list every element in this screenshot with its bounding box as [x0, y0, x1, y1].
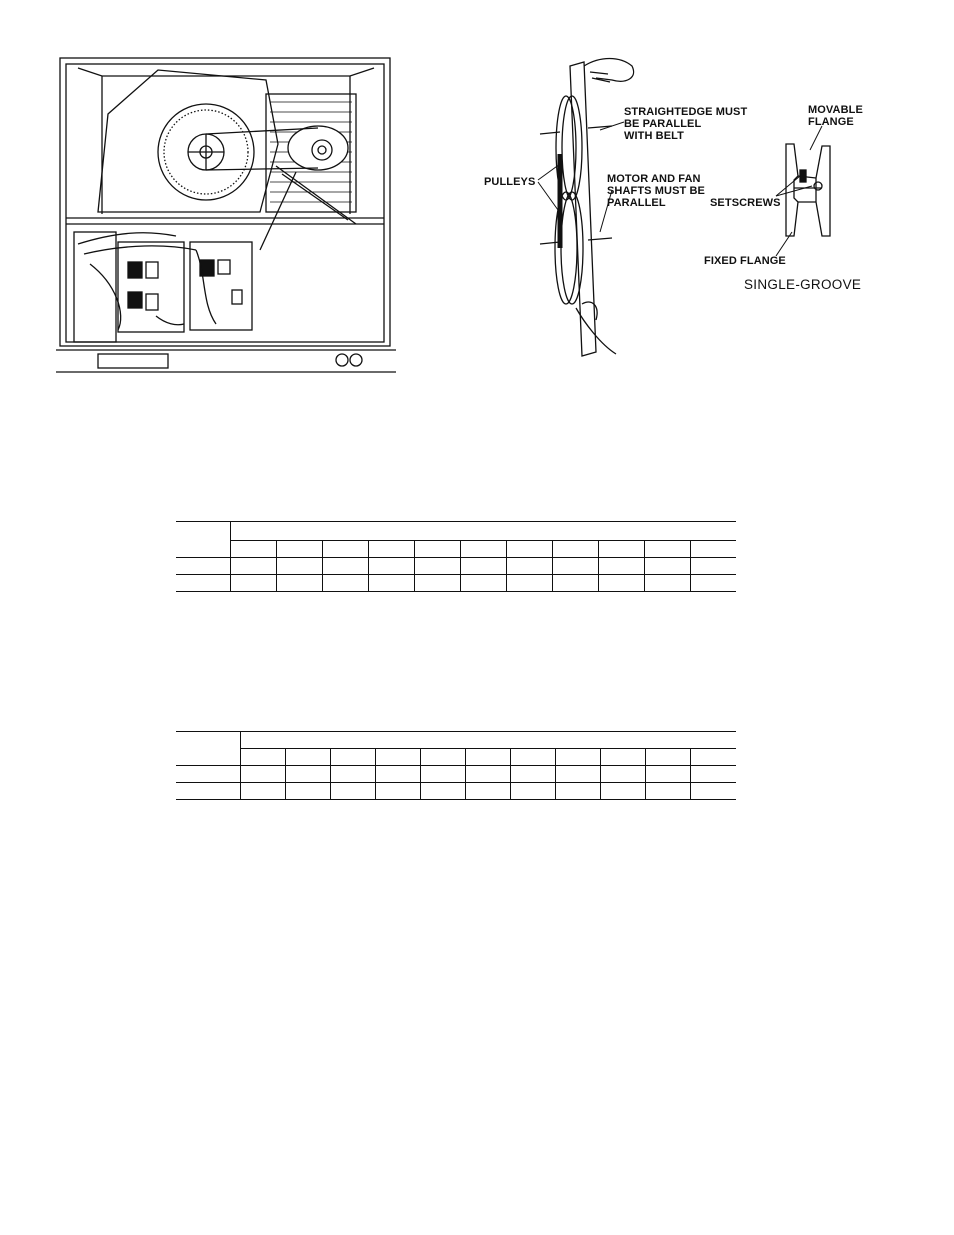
table-1-cell [506, 558, 552, 575]
table-2-row-label [176, 766, 240, 783]
table-2-cell [556, 766, 601, 783]
table-1-col-header [644, 541, 690, 558]
shafts-label-line2: SHAFTS MUST BE [607, 185, 705, 197]
table-1-cell [322, 575, 368, 592]
table-2-cell [420, 766, 465, 783]
table-1-column-header-row [176, 541, 736, 558]
table-1-col-header [322, 541, 368, 558]
table-2-row [176, 766, 736, 783]
table-2-row [176, 783, 736, 800]
table-1-col-header [368, 541, 414, 558]
table-2-col-header [285, 749, 330, 766]
table-1-cell [460, 575, 506, 592]
table-1-cell [552, 575, 598, 592]
table-2-cell [330, 783, 375, 800]
single-groove-label: SINGLE-GROOVE [744, 277, 862, 292]
table-1-cell [552, 558, 598, 575]
table-2-cell [646, 783, 691, 800]
table-2-col-header [556, 749, 601, 766]
table-2-cell [465, 783, 510, 800]
table-1-col-header [598, 541, 644, 558]
table-2-cell [330, 766, 375, 783]
table-2 [176, 731, 736, 800]
shafts-label-line1: MOTOR AND FAN [607, 173, 701, 185]
table-2-column-header-row [176, 749, 736, 766]
table-1 [176, 521, 736, 592]
table-2-cell [691, 766, 736, 783]
table-2-col-header [240, 749, 285, 766]
table-1-col-header [460, 541, 506, 558]
table-1-row-label [176, 575, 230, 592]
table-1-cell [322, 558, 368, 575]
table-2-cell [375, 766, 420, 783]
straightedge-label-line1: STRAIGHTEDGE MUST [624, 106, 748, 118]
straightedge-label-line3: WITH BELT [624, 130, 684, 142]
table-2-col-header [601, 749, 646, 766]
table-1-corner-cell [176, 522, 230, 558]
table-1-cell [230, 558, 276, 575]
table-1-cell [414, 575, 460, 592]
table-2-col-header [375, 749, 420, 766]
table-1-col-header [690, 541, 736, 558]
table-1-cell [690, 558, 736, 575]
table-1-cell [690, 575, 736, 592]
table-1-cell [644, 558, 690, 575]
table-2-cell [285, 766, 330, 783]
table-1-col-header [414, 541, 460, 558]
table-1-group-header [230, 522, 736, 541]
table-1-cell [506, 575, 552, 592]
table-1-cell [276, 575, 322, 592]
table-1-cell [460, 558, 506, 575]
table-1-col-header [506, 541, 552, 558]
table-2-col-header [465, 749, 510, 766]
table-2-cell [465, 766, 510, 783]
table-1-cell [276, 558, 322, 575]
table-2-cell [601, 766, 646, 783]
table-2-col-header [330, 749, 375, 766]
table-1-cell [230, 575, 276, 592]
straightedge-label-line2: BE PARALLEL [624, 118, 702, 130]
table-2-col-header [510, 749, 555, 766]
table-1-col-header [230, 541, 276, 558]
table-2-cell [510, 783, 555, 800]
table-2-col-header [420, 749, 465, 766]
table-1-row-label [176, 558, 230, 575]
table-2-cell [240, 783, 285, 800]
table-1-row [176, 558, 736, 575]
fixed-flange-label: FIXED FLANGE [704, 255, 786, 267]
shafts-label-line3: PARALLEL [607, 197, 666, 209]
table-1-cell [598, 558, 644, 575]
table-2-row-label [176, 783, 240, 800]
table-1-col-header [552, 541, 598, 558]
table-2-cell [375, 783, 420, 800]
movable-flange-label-line2: FLANGE [808, 116, 854, 128]
table-2-cell [556, 783, 601, 800]
table-2-cell [601, 783, 646, 800]
table-2-cell [285, 783, 330, 800]
setscrews-label: SETSCREWS [710, 197, 781, 209]
table-1-cell [368, 575, 414, 592]
table-2-cell [510, 766, 555, 783]
movable-flange-label-line1: MOVABLE [808, 104, 863, 116]
table-2-col-header [646, 749, 691, 766]
table-1-cell [598, 575, 644, 592]
table-1-header-row [176, 522, 736, 541]
table-2-cell [691, 783, 736, 800]
table-1-row [176, 575, 736, 592]
table-2-col-header [691, 749, 736, 766]
table-1-cell [368, 558, 414, 575]
table-2-cell [646, 766, 691, 783]
table-2-corner-cell [176, 732, 240, 766]
pulleys-label: PULLEYS [484, 176, 536, 188]
table-1-cell [644, 575, 690, 592]
table-1-col-header [276, 541, 322, 558]
table-2-cell [240, 766, 285, 783]
table-2-cell [420, 783, 465, 800]
label-leader-lines [0, 0, 954, 400]
table-1-cell [414, 558, 460, 575]
table-2-header-row [176, 732, 736, 749]
table-2-group-header [240, 732, 736, 749]
